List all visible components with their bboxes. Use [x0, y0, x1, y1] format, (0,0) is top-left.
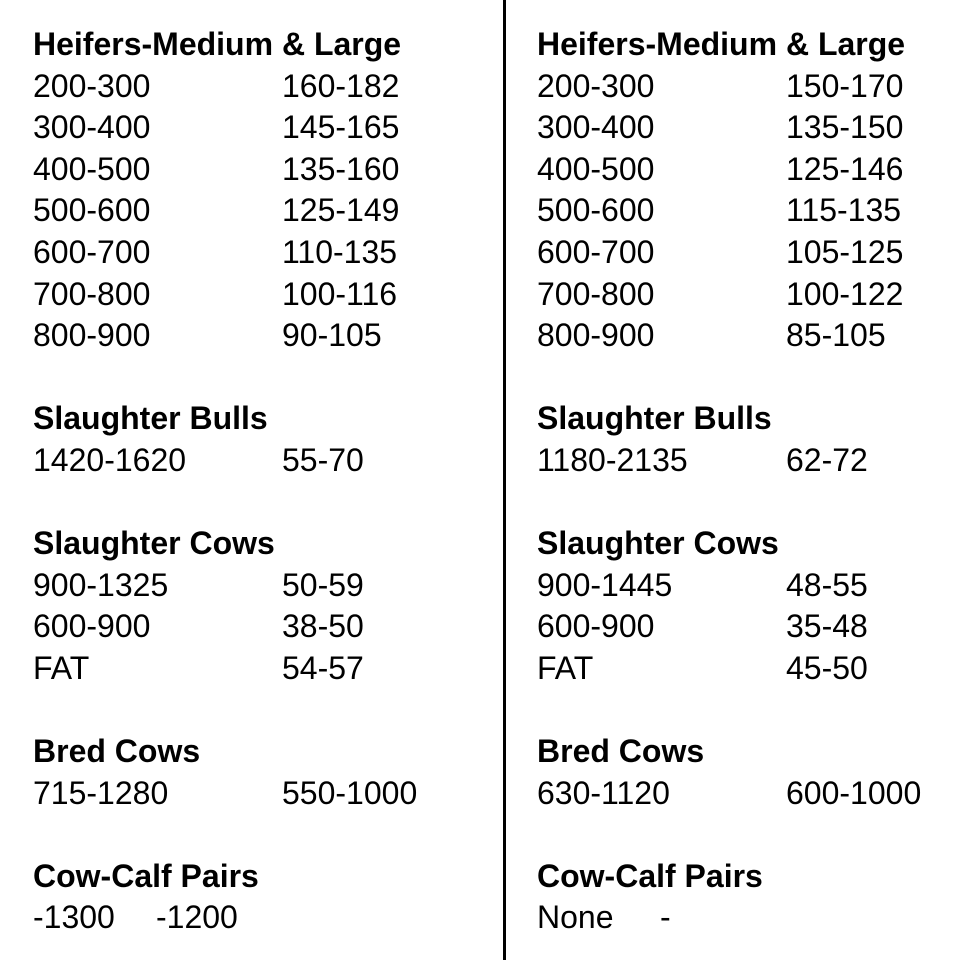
price-range: 135-160: [282, 150, 400, 187]
weight-range: -1300: [33, 899, 115, 936]
section-heading: Slaughter Cows: [537, 525, 779, 562]
table-row: [537, 274, 960, 316]
price-range: 125-146: [786, 150, 904, 187]
price-range: 550-1000: [282, 774, 418, 811]
weight-range: 900-1445: [537, 566, 673, 603]
weight-range: 300-400: [537, 109, 655, 146]
price-range: 150-170: [786, 67, 904, 104]
weight-range: FAT: [33, 649, 90, 686]
weight-range: 400-500: [537, 150, 655, 187]
weight-range: 700-800: [33, 275, 151, 312]
weight-range: 715-1280: [33, 774, 169, 811]
table-row: [537, 66, 960, 108]
price-range: 105-125: [786, 233, 904, 270]
price-range: 100-122: [786, 275, 904, 312]
right-column: [537, 24, 960, 939]
price-range: 135-150: [786, 109, 904, 146]
weight-range: 600-700: [537, 233, 655, 270]
table-row: [537, 648, 960, 690]
table-row: [537, 315, 960, 357]
weight-range: 900-1325: [33, 566, 169, 603]
section-heading: Slaughter Bulls: [33, 400, 268, 437]
weight-range: FAT: [537, 649, 594, 686]
price-range: 125-149: [282, 192, 400, 229]
table-row: [33, 274, 473, 316]
weight-range: 1180-2135: [537, 441, 688, 478]
weight-range: 400-500: [33, 150, 151, 187]
table-row: [33, 107, 473, 149]
price-range: -: [660, 899, 671, 936]
table-row: [537, 565, 960, 607]
section-heading: Heifers-Medium & Large: [33, 26, 402, 62]
table-row: [537, 232, 960, 274]
table-row: [33, 190, 473, 232]
section-heading: Bred Cows: [537, 733, 705, 770]
table-row: [537, 107, 960, 149]
weight-range: 800-900: [33, 317, 151, 354]
price-range: 54-57: [282, 649, 364, 686]
table-row: [33, 565, 473, 607]
weight-range: 700-800: [537, 275, 655, 312]
weight-range: 600-700: [33, 233, 151, 270]
weight-range: 500-600: [33, 192, 151, 229]
price-range: 115-135: [786, 192, 902, 229]
weight-range: 200-300: [537, 67, 655, 104]
table-row: [537, 897, 960, 939]
table-row: [537, 440, 960, 482]
price-range: 145-165: [282, 109, 400, 146]
section-heading: Bred Cows: [33, 733, 201, 770]
table-row: [33, 606, 473, 648]
weight-range: 1420-1620: [33, 441, 187, 478]
table-row: [33, 232, 473, 274]
weight-range: 630-1120: [537, 774, 670, 811]
price-range: 45-50: [786, 649, 868, 686]
table-row: [537, 190, 960, 232]
section-heading: Slaughter Bulls: [537, 400, 772, 437]
weight-range: None: [537, 899, 614, 936]
table-row: [33, 440, 473, 482]
price-range: 50-59: [282, 566, 364, 603]
weight-range: 200-300: [33, 67, 151, 104]
weight-range: 800-900: [537, 317, 655, 354]
table-row: [537, 773, 960, 815]
section-heading: Cow-Calf Pairs: [537, 857, 763, 894]
price-range: 100-116: [282, 275, 398, 312]
price-range: 110-135: [282, 233, 398, 270]
table-row: [33, 66, 473, 108]
price-range: 85-105: [786, 317, 886, 354]
price-range: 90-105: [282, 317, 382, 354]
weight-range: 600-900: [537, 608, 655, 645]
table-row: [537, 149, 960, 191]
table-row: [33, 315, 473, 357]
section-heading: Heifers-Medium & Large: [537, 26, 906, 62]
column-divider: [503, 0, 506, 960]
price-range: 35-48: [786, 608, 868, 645]
price-range: 600-1000: [786, 774, 922, 811]
weight-range: 600-900: [33, 608, 151, 645]
section-heading: Slaughter Cows: [33, 525, 275, 562]
price-range: 48-55: [786, 566, 868, 603]
price-range: 160-182: [282, 67, 400, 104]
table-row: [537, 606, 960, 648]
table-row: [33, 648, 473, 690]
table-row: [33, 773, 473, 815]
price-range: 38-50: [282, 608, 364, 645]
left-column: [33, 24, 473, 939]
table-row: [33, 149, 473, 191]
section-heading: Cow-Calf Pairs: [33, 857, 259, 894]
price-range: -1200: [156, 899, 238, 936]
weight-range: 500-600: [537, 192, 655, 229]
weight-range: 300-400: [33, 109, 151, 146]
price-range: 62-72: [786, 441, 868, 478]
price-range: 55-70: [282, 441, 364, 478]
table-row: [33, 897, 473, 939]
